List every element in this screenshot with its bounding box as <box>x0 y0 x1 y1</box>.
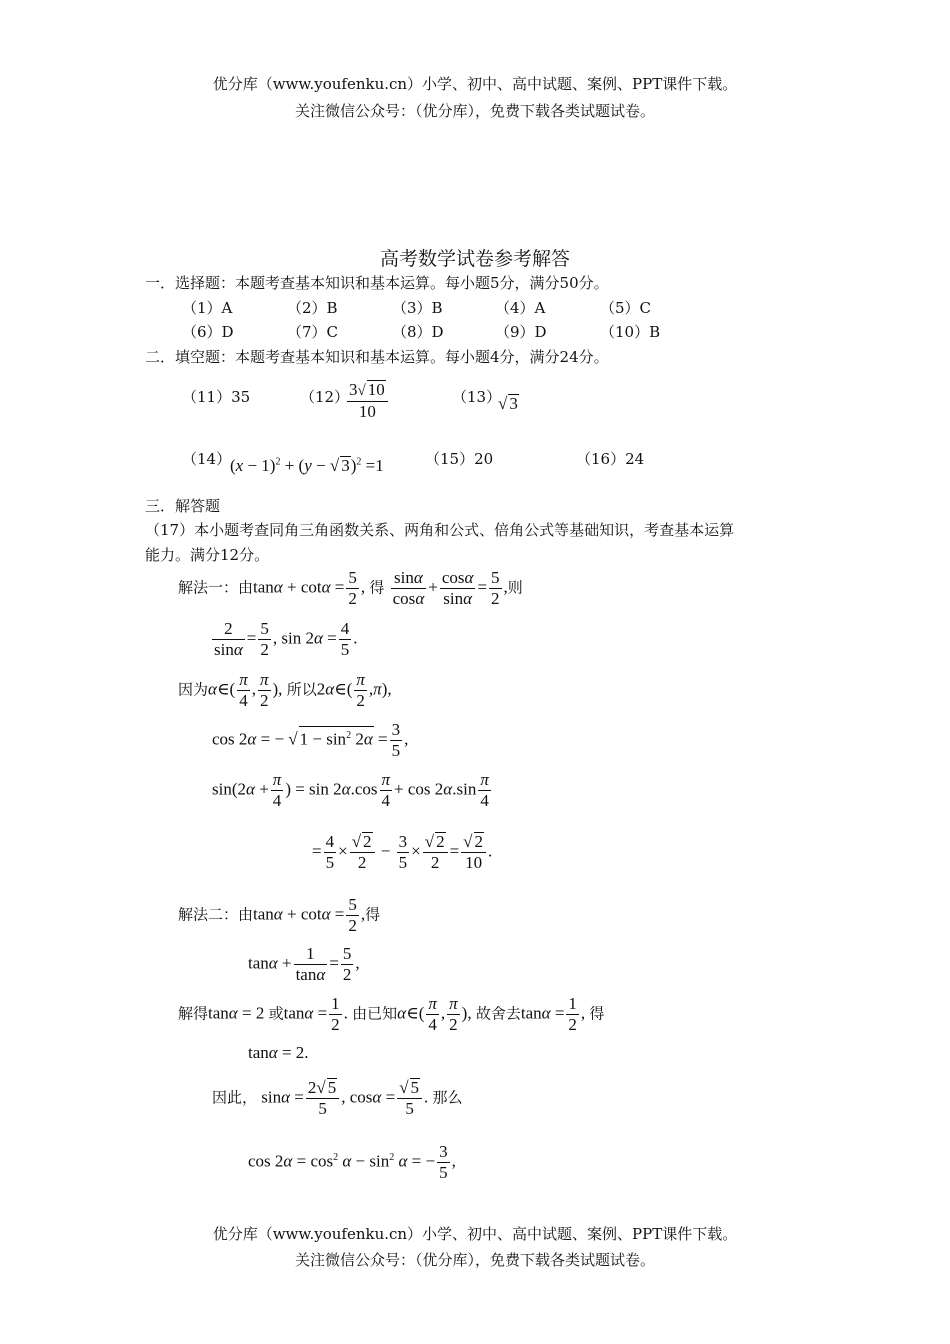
answer-13-math: √ 3 <box>498 394 518 413</box>
answer-5: （5）C <box>600 299 652 317</box>
section-2-heading: 二．填空题：本题考查基本知识和基本运算。每小题4分，满分24分。 <box>145 348 609 366</box>
answer-15: （15）20 <box>425 450 494 468</box>
method-1-line-1: 解法一：由tanα + cotα = $\frac{5}{2}$ , 得 $\frac{\sin\alpha}{\cos\alpha}$ + $\frac{\cos\alpha}{\sin\alpha}$ = $\frac{5}{2}$ ,则 <box>178 568 523 608</box>
answer-6: （6）D <box>182 323 234 341</box>
method-2-line-1: 解法二：由tanα + cotα = $\frac{5}{2}$ ,得 <box>178 895 381 935</box>
method-1-line-3: 因为α∈( $\frac{\pi}{4}$ , $\frac{\pi}{2}$ ), 所以2α∈( $\frac{\pi}{2}$ ,π), <box>178 670 392 710</box>
answer-16: （16）24 <box>576 450 645 468</box>
method-2-line-2: tanα + $\frac{1}{\tan\alpha}$ = $\frac{5}{2}$ , <box>248 944 360 984</box>
answer-11: （11）35 <box>182 388 251 406</box>
section-1-heading: 一．选择题：本题考查基本知识和基本运算。每小题5分，满分50分。 <box>145 274 609 292</box>
answer-9: （9）D <box>495 323 547 341</box>
method-2-line-5: 因此， sinα = $\frac{2√ 5}{5}$ , cosα = $\frac{√ 5}{5}$ . 那么 <box>212 1078 463 1118</box>
header-line-1: 优分库（www.youfenku.cn）小学、初中、高中试题、案例、PPT课件下载。 <box>212 75 738 93</box>
answer-7: （7）C <box>287 323 339 341</box>
section-3-heading: 三．解答题 <box>145 497 221 515</box>
header-line-2: 关注微信公众号：（优分库），免费下载各类试题试卷。 <box>294 102 655 120</box>
method-2-line-6: $\cos 2\alpha = \cos^2 \alpha - \sin^2 \alpha$ = − $\frac{3}{5}$ , <box>248 1142 456 1182</box>
answer-14-label: （14） <box>182 450 232 468</box>
answer-14-math: $(x - 1)^2 + (y$ − √ 3)$^2$ =1 <box>230 456 384 475</box>
method-1-line-5: sin(2α + $\frac{\pi}{4}$ ) = sin 2α.cos $\frac{\pi}{4}$ + cos 2α.sin $\frac{\pi}{4}$ <box>212 770 489 810</box>
q17-intro-line-2: 能力。满分12分。 <box>145 546 270 564</box>
answer-2: （2）B <box>287 299 338 317</box>
answer-8: （8）D <box>392 323 444 341</box>
footer-line-2: 关注微信公众号：（优分库），免费下载各类试题试卷。 <box>294 1251 655 1269</box>
answer-12-math: $\frac{3√ 10}{10}$ <box>345 380 390 422</box>
answer-4: （4）A <box>495 299 546 317</box>
answer-3: （3）B <box>392 299 443 317</box>
answer-10: （10）B <box>600 323 661 341</box>
answer-1: （1）A <box>182 299 233 317</box>
answer-13-label: （13） <box>452 388 502 406</box>
method-1-line-6: = $\frac{4}{5}$ × $\frac{√ 2}{2}$ − $\frac{3}{5}$ × $\frac{√ 2}{2}$ = $\frac{√ 2}{10}$ . <box>312 832 493 872</box>
page-title: 高考数学试卷参考解答 <box>379 248 570 270</box>
method-2-line-4: tanα = 2. <box>248 1043 309 1062</box>
method-2-line-3: 解得tanα = 2 或tanα = $\frac{1}{2}$ . 由已知α∈( $\frac{\pi}{4}$ , $\frac{\pi}{2}$ ), 故舍去tanα = $\frac{1}{2}$ , 得 <box>178 994 605 1034</box>
footer-line-1: 优分库（www.youfenku.cn）小学、初中、高中试题、案例、PPT课件下载。 <box>212 1225 738 1243</box>
answer-12-label: （12） <box>300 388 350 406</box>
method-1-line-2: $\frac{2}{\sin\alpha}$ = $\frac{5}{2}$ , sin 2α = $\frac{4}{5}$ . <box>214 619 358 659</box>
q17-intro-line-1: （17）本小题考查同角三角函数关系、两角和公式、倍角公式等基础知识，考查基本运算 <box>145 521 735 539</box>
method-1-line-4: cos 2α = − √ $1 - \sin^2 2\alpha$ = $\frac{3}{5}$ , <box>212 720 409 760</box>
